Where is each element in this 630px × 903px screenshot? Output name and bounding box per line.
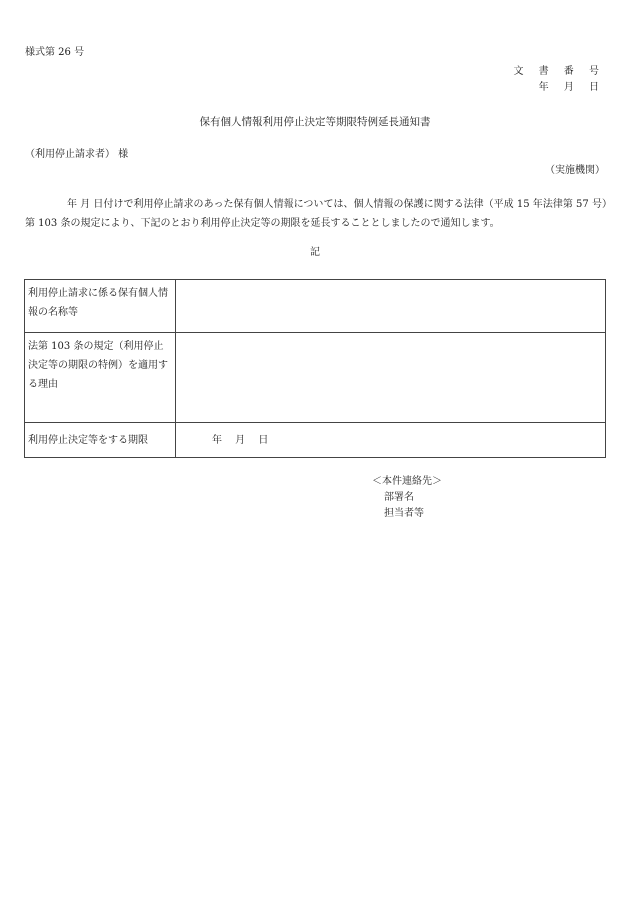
row-value-information-name[interactable] bbox=[176, 280, 606, 333]
document-date-label: 年 月 日 bbox=[538, 82, 605, 93]
row-value-deadline[interactable]: 年 月 日 bbox=[176, 423, 606, 458]
notice-body-text bbox=[25, 195, 607, 233]
document-number-label: 文 書 番 号 bbox=[513, 66, 605, 77]
document-title: 保有個人情報利用停止決定等期限特例延長通知書 bbox=[199, 116, 431, 128]
recipient-line: （利用停止請求者） 様 bbox=[25, 149, 129, 160]
row-value-reason[interactable] bbox=[176, 333, 606, 423]
contact-heading: ＜本件連絡先＞ bbox=[372, 476, 442, 487]
notice-body-text-content: 年 月 日付けで利用停止請求のあった保有個人情報については、個人情報の保護に関する法律（平成 15 年法律第 57 号）第 103 条の規定により、下記のとおり利用停止決定等の期限を延長することとしましたので通知します。 bbox=[25, 199, 607, 229]
table-row bbox=[25, 333, 606, 423]
contact-person: 担当者等 bbox=[384, 508, 424, 519]
row-label-deadline: 利用停止決定等をする期限 bbox=[25, 423, 176, 458]
row-label-reason: 法第 103 条の規定（利用停止決定等の期限の特例）を適用する理由 bbox=[25, 333, 176, 423]
issuing-agency-line: （実施機関） bbox=[545, 165, 605, 176]
table-row bbox=[25, 423, 606, 458]
ki-heading: 記 bbox=[310, 247, 320, 258]
table-row bbox=[25, 280, 606, 333]
contact-block bbox=[372, 474, 442, 522]
row-label-information-name: 利用停止請求に係る保有個人情報の名称等 bbox=[25, 280, 176, 333]
contact-department: 部署名 bbox=[384, 492, 414, 503]
notice-details-table bbox=[24, 279, 606, 458]
form-number: 様式第 26 号 bbox=[25, 47, 85, 58]
